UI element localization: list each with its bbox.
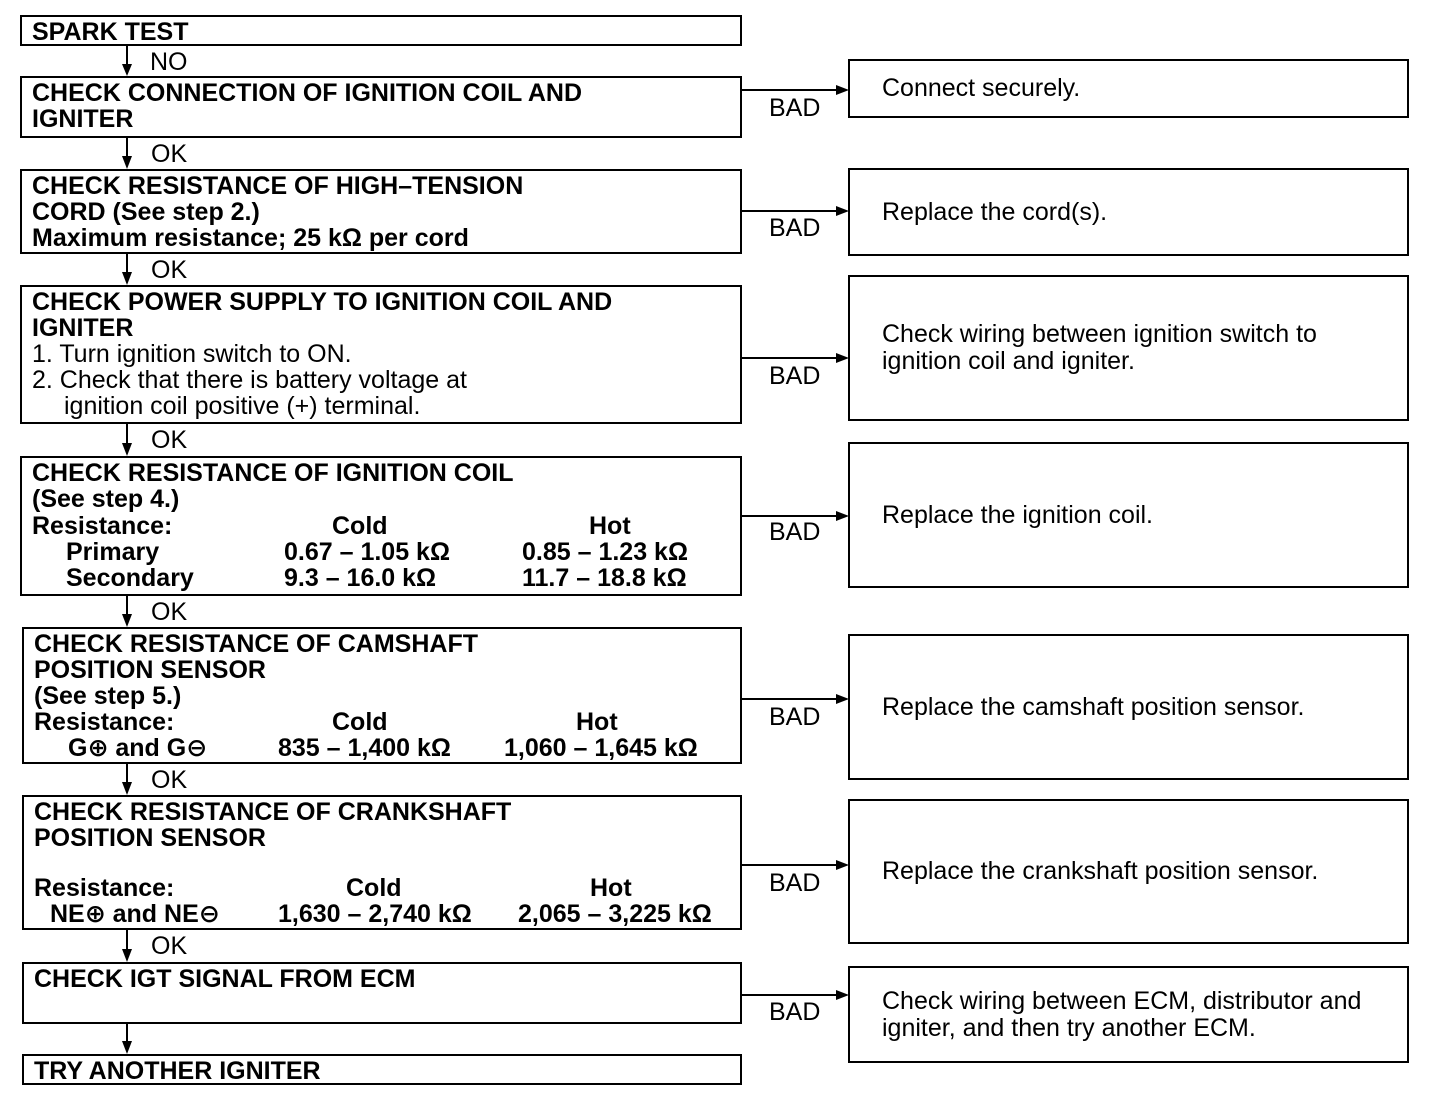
flow-arrowhead-ok-1: [122, 156, 132, 169]
label-bad-6: BAD: [769, 869, 821, 897]
result-igt-text: Check wiring between ECM, distributor and igniter, and then try another ECM.: [882, 986, 1362, 1042]
step-check-power-title: CHECK POWER SUPPLY TO IGNITION COIL AND IGNITER: [32, 288, 613, 342]
step-try-igniter-title: TRY ANOTHER IGNITER: [34, 1057, 321, 1085]
coil-resistance-label: Resistance:: [32, 512, 173, 540]
flow-arrowhead-ok-4: [122, 614, 132, 627]
step-check-coil: [20, 456, 742, 596]
label-bad-7: BAD: [769, 998, 821, 1026]
label-bad-4: BAD: [769, 518, 821, 546]
coil-row-secondary-name: Secondary: [66, 564, 194, 592]
step-check-power-step2: 2. Check that there is battery voltage at: [32, 366, 467, 394]
coil-resistance-table: [32, 513, 732, 593]
result-camshaft-text: Replace the camshaft position sensor.: [882, 692, 1305, 721]
coil-row-secondary-hot: 11.7 – 18.8 kΩ: [522, 564, 687, 592]
step-check-power-step2-cont: ignition coil positive (+) terminal.: [64, 392, 421, 420]
camshaft-resistance-table: [34, 709, 734, 763]
crankshaft-resistance-table: [34, 875, 734, 929]
camshaft-col-hot: Hot: [576, 708, 618, 736]
coil-col-hot: Hot: [589, 512, 631, 540]
label-bad-1: BAD: [769, 94, 821, 122]
result-power-text: Check wiring between ignition switch to ignition coil and igniter.: [882, 320, 1317, 375]
coil-row-secondary-cold: 9.3 – 16.0 kΩ: [284, 564, 437, 592]
flow-arrowhead-ok-6: [122, 949, 132, 962]
result-power: [848, 275, 1409, 421]
crankshaft-row-cold: 1,630 – 2,740 kΩ: [278, 900, 472, 928]
camshaft-row-name: G⊕ and G⊖: [68, 734, 208, 762]
coil-row-primary-name: Primary: [66, 538, 160, 566]
crankshaft-col-hot: Hot: [590, 874, 632, 902]
result-igt: [848, 966, 1409, 1063]
step-try-igniter: [22, 1054, 742, 1085]
step-check-igt-title: CHECK IGT SIGNAL FROM ECM: [34, 965, 416, 993]
camshaft-row-cold: 835 – 1,400 kΩ: [278, 734, 451, 762]
label-bad-5: BAD: [769, 703, 821, 731]
label-ok-5: OK: [151, 766, 188, 794]
step-check-crankshaft-title: CHECK RESISTANCE OF CRANKSHAFT POSITION SENSOR: [34, 798, 512, 852]
step-check-cord-spec: Maximum resistance; 25 kΩ per cord: [32, 224, 469, 252]
coil-row-primary-cold: 0.67 – 1.05 kΩ: [284, 538, 451, 566]
step-check-power: [20, 285, 742, 424]
flow-arrowhead-no: [122, 64, 132, 76]
label-ok-1: OK: [151, 140, 188, 168]
step-check-connection: [20, 76, 742, 138]
coil-col-cold: Cold: [332, 512, 388, 540]
crankshaft-col-cold: Cold: [346, 874, 402, 902]
result-crankshaft-text: Replace the crankshaft position sensor.: [882, 857, 1319, 885]
flow-arrowhead-ok-3: [122, 443, 132, 456]
step-check-camshaft-title: CHECK RESISTANCE OF CAMSHAFT POSITION SENSOR: [34, 630, 478, 684]
flow-arrowhead-final: [122, 1041, 132, 1054]
result-cord-text: Replace the cord(s).: [882, 197, 1108, 226]
step-check-power-step1: 1. Turn ignition switch to ON.: [32, 340, 352, 368]
flow-arrowhead-ok-2: [122, 272, 132, 285]
result-connection: [848, 59, 1409, 118]
step-check-coil-title: CHECK RESISTANCE OF IGNITION COIL: [32, 459, 514, 487]
label-bad-2: BAD: [769, 214, 821, 242]
step-spark-test-title: SPARK TEST: [32, 18, 189, 46]
crankshaft-resistance-label: Resistance:: [34, 874, 175, 902]
label-bad-3: BAD: [769, 362, 821, 390]
step-check-camshaft: [22, 627, 742, 764]
label-ok-6: OK: [151, 932, 188, 960]
crankshaft-row-name: NE⊕ and NE⊖: [50, 900, 220, 928]
step-check-connection-title: CHECK CONNECTION OF IGNITION COIL AND IGNITER: [32, 79, 582, 133]
camshaft-col-cold: Cold: [332, 708, 388, 736]
step-spark-test: [20, 15, 742, 46]
camshaft-resistance-label: Resistance:: [34, 708, 175, 736]
result-crankshaft: [848, 799, 1409, 944]
step-check-cord: [20, 169, 742, 254]
label-ok-3: OK: [151, 426, 188, 454]
result-camshaft: [848, 634, 1409, 780]
label-no: NO: [150, 48, 188, 76]
step-check-camshaft-ref: (See step 5.): [34, 682, 182, 710]
result-connection-text: Connect securely.: [882, 74, 1081, 102]
label-ok-4: OK: [151, 598, 188, 626]
result-coil-text: Replace the ignition coil.: [882, 500, 1153, 529]
step-check-crankshaft: [22, 795, 742, 930]
step-check-igt: [22, 962, 742, 1024]
label-ok-2: OK: [151, 256, 188, 284]
flow-arrowhead-ok-5: [122, 782, 132, 795]
result-cord: [848, 168, 1409, 256]
crankshaft-row-hot: 2,065 – 3,225 kΩ: [518, 900, 712, 928]
step-check-coil-ref: (See step 4.): [32, 485, 180, 513]
camshaft-row-hot: 1,060 – 1,645 kΩ: [504, 734, 698, 762]
step-check-cord-title: CHECK RESISTANCE OF HIGH–TENSION CORD (See step 2.): [32, 172, 524, 226]
coil-row-primary-hot: 0.85 – 1.23 kΩ: [522, 538, 689, 566]
result-coil: [848, 442, 1409, 588]
